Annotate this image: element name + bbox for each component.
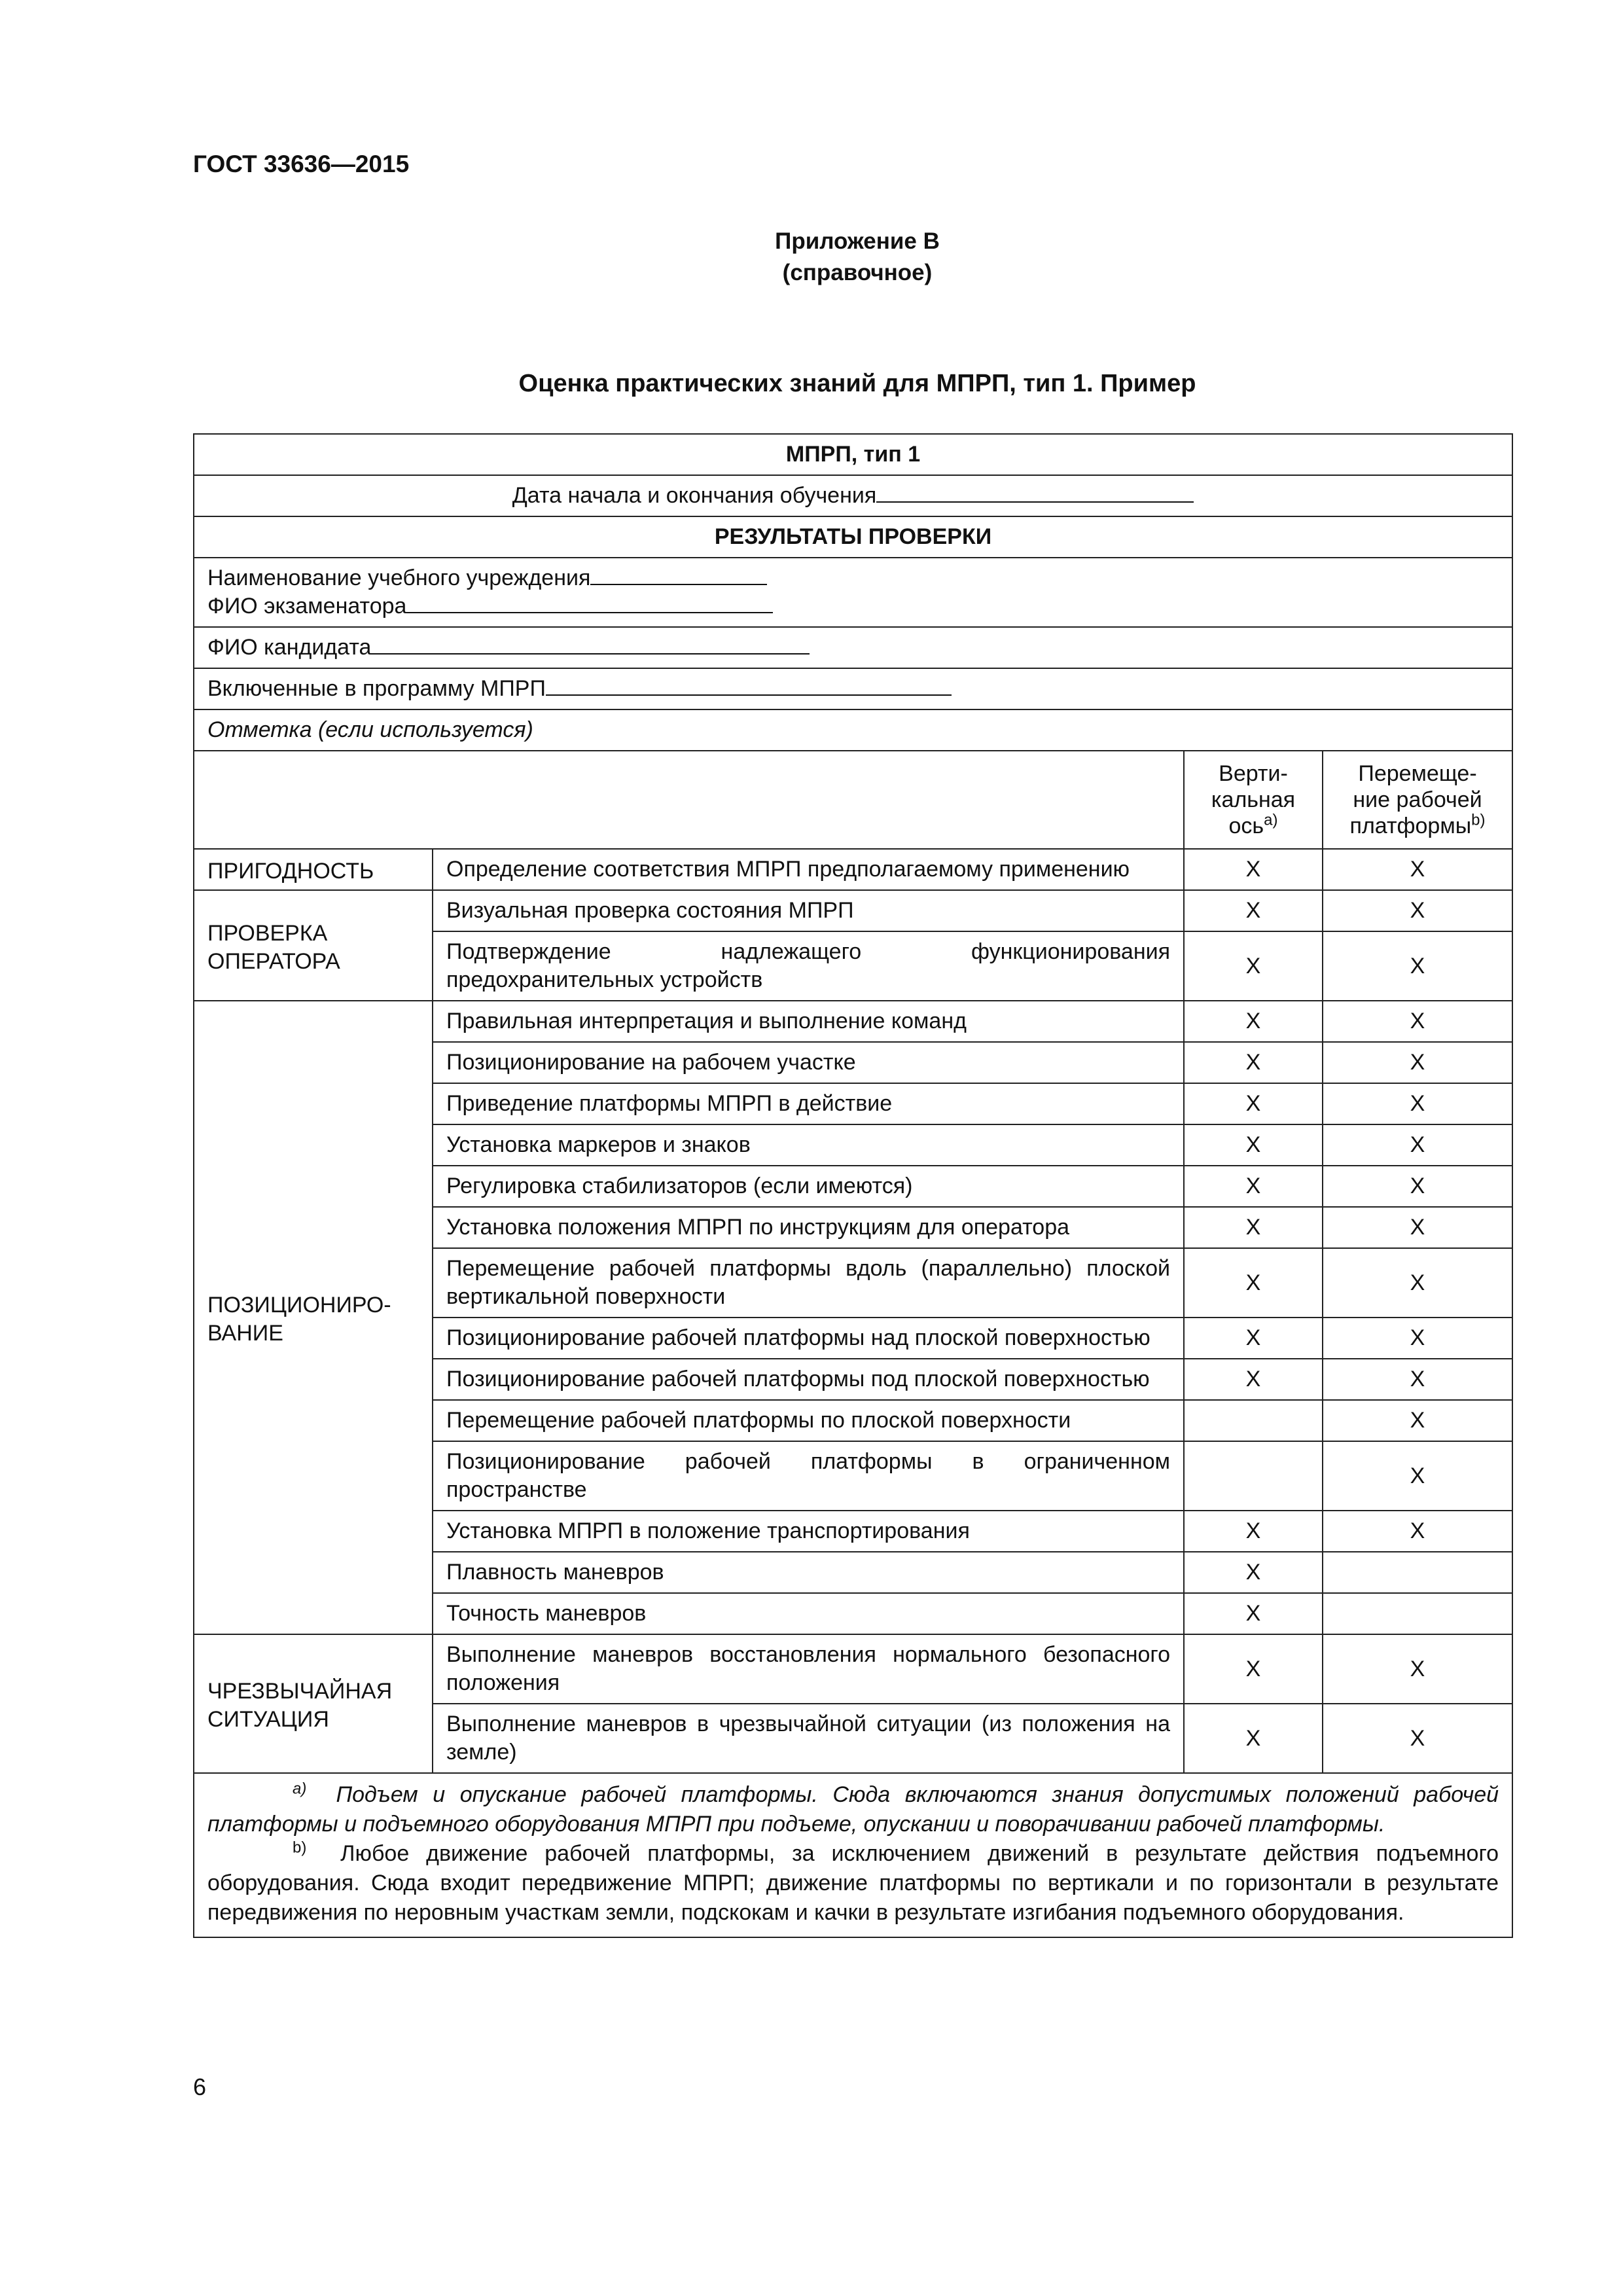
footnote-a-mark: a) <box>293 1780 307 1798</box>
footnote-a-ref: a) <box>1264 811 1278 829</box>
vertical-axis-mark: X <box>1184 1704 1323 1773</box>
program-field[interactable] <box>546 675 952 696</box>
criterion-text: Установка положения МПРП по инструкциям для оператора <box>433 1207 1184 1248</box>
vertical-axis-mark: X <box>1184 931 1323 1001</box>
vertical-axis-mark: X <box>1184 1166 1323 1207</box>
form-heading: МПРП, тип 1 <box>194 434 1512 475</box>
platform-movement-mark: X <box>1323 1042 1512 1083</box>
platform-movement-header <box>1323 751 1512 849</box>
examiner-label: ФИО экзаменатора <box>207 594 407 619</box>
vertical-axis-mark: X <box>1184 1552 1323 1593</box>
appendix-label: Приложение В <box>775 228 940 254</box>
platform-movement-mark: X <box>1323 1248 1512 1318</box>
criterion-text: Перемещение рабочей платформы вдоль (параллельно) плоской вертикальной поверхности <box>433 1248 1184 1318</box>
criterion-text: Правильная интерпретация и выполнение команд <box>433 1001 1184 1042</box>
platform-movement-mark: X <box>1323 849 1512 890</box>
institution-field[interactable] <box>590 564 767 585</box>
platform-movement-mark: X <box>1323 1634 1512 1704</box>
vertical-axis-label: Верти- кальная ось <box>1211 761 1296 838</box>
section-name: ЧРЕЗВЫЧАЙНАЯ СИТУАЦИЯ <box>194 1634 433 1773</box>
program-label: Включенные в программу МПРП <box>207 676 546 701</box>
section-name: ПРОВЕРКА ОПЕРАТОРА <box>194 890 433 1001</box>
vertical-axis-mark: X <box>1184 1001 1323 1042</box>
standard-number: ГОСТ 33636—2015 <box>193 151 410 177</box>
vertical-axis-mark <box>1184 1441 1323 1511</box>
vertical-axis-mark: X <box>1184 1634 1323 1704</box>
platform-movement-label: Перемеще- ние рабочей платформы <box>1349 761 1482 838</box>
footnote-b <box>207 1839 1499 1928</box>
criterion-text: Позиционирование рабочей платформы над плоской поверхностью <box>433 1318 1184 1359</box>
criterion-text: Плавность маневров <box>433 1552 1184 1593</box>
page-title: Оценка практических знаний для МПРП, тип 1. Пример <box>518 370 1196 397</box>
training-dates-field[interactable] <box>876 482 1194 503</box>
criterion-text: Определение соответствия МПРП предполагаемому применению <box>433 849 1184 890</box>
training-dates-label: Дата начала и окончания обучения <box>512 483 877 508</box>
platform-movement-mark: X <box>1323 1001 1512 1042</box>
footnote-a <box>207 1780 1499 1839</box>
section-name: ПОЗИЦИОНИРО-ВАНИЕ <box>194 1001 433 1634</box>
vertical-axis-mark: X <box>1184 1593 1323 1634</box>
platform-movement-mark: X <box>1323 1124 1512 1166</box>
platform-movement-mark: X <box>1323 1166 1512 1207</box>
footnote-b-mark: b) <box>293 1839 307 1857</box>
criterion-text: Приведение платформы МПРП в действие <box>433 1083 1184 1124</box>
vertical-axis-mark: X <box>1184 1248 1323 1318</box>
vertical-axis-mark: X <box>1184 1359 1323 1400</box>
criterion-text: Перемещение рабочей платформы по плоской поверхности <box>433 1400 1184 1441</box>
vertical-axis-mark: X <box>1184 1511 1323 1552</box>
platform-movement-mark: X <box>1323 1400 1512 1441</box>
vertical-axis-mark <box>1184 1400 1323 1441</box>
results-heading: РЕЗУЛЬТАТЫ ПРОВЕРКИ <box>194 516 1512 558</box>
candidate-label: ФИО кандидата <box>207 635 372 660</box>
platform-movement-mark: X <box>1323 1207 1512 1248</box>
vertical-axis-mark: X <box>1184 1124 1323 1166</box>
platform-movement-mark: X <box>1323 890 1512 931</box>
criterion-text: Позиционирование рабочей платформы под плоской поверхностью <box>433 1359 1184 1400</box>
assessment-table <box>193 433 1513 1938</box>
examiner-field[interactable] <box>406 592 773 613</box>
platform-movement-mark: X <box>1323 931 1512 1001</box>
criterion-text: Установка МПРП в положение транспортирования <box>433 1511 1184 1552</box>
criterion-text: Точность маневров <box>433 1593 1184 1634</box>
appendix-heading <box>0 226 1623 289</box>
platform-movement-mark <box>1323 1593 1512 1634</box>
mark-row: Отметка (если используется) <box>194 709 1512 751</box>
platform-movement-mark: X <box>1323 1318 1512 1359</box>
program-row <box>194 668 1512 709</box>
criterion-text: Регулировка стабилизаторов (если имеются) <box>433 1166 1184 1207</box>
vertical-axis-mark: X <box>1184 849 1323 890</box>
criterion-text: Подтверждение надлежащего функционирования предохранительных устройств <box>433 931 1184 1001</box>
criterion-text: Установка маркеров и знаков <box>433 1124 1184 1166</box>
candidate-row <box>194 627 1512 668</box>
criterion-text: Позиционирование на рабочем участке <box>433 1042 1184 1083</box>
footnote-b-ref: b) <box>1471 811 1486 829</box>
vertical-axis-mark: X <box>1184 1318 1323 1359</box>
institution-label: Наименование учебного учреждения <box>207 565 591 590</box>
page-number: 6 <box>193 2073 207 2100</box>
platform-movement-mark: X <box>1323 1441 1512 1511</box>
footnotes-cell <box>194 1773 1512 1937</box>
header-empty-cell <box>194 751 1184 849</box>
footnote-b-text: Любое движение рабочей платформы, за исключением движений в результате действия подъемного оборудования. Сюда входит передвижение МПРП; движение платформы по вертикали и по горизонтали в результате передвижения по неровным участкам земли, подскокам и качки в результате изгибания подъемного оборудования. <box>207 1841 1499 1925</box>
criterion-text: Визуальная проверка состояния МПРП <box>433 890 1184 931</box>
platform-movement-mark: X <box>1323 1704 1512 1773</box>
column-header-row <box>194 751 1512 849</box>
table-row <box>194 849 1512 890</box>
table-row <box>194 1634 1512 1704</box>
vertical-axis-mark: X <box>1184 1042 1323 1083</box>
vertical-axis-mark: X <box>1184 1207 1323 1248</box>
candidate-field[interactable] <box>371 634 810 655</box>
criterion-text: Выполнение маневров восстановления нормального безопасного положения <box>433 1634 1184 1704</box>
table-row <box>194 1001 1512 1042</box>
footnote-a-text: Подъем и опускание рабочей платформы. Сюда включаются знания допустимых положений рабочей платформы и подъемного оборудования МПРП при подъеме, опускании и поворачивании рабочей платформы. <box>207 1782 1499 1837</box>
training-dates-row <box>194 475 1512 516</box>
platform-movement-mark: X <box>1323 1083 1512 1124</box>
criterion-text: Выполнение маневров в чрезвычайной ситуации (из положения на земле) <box>433 1704 1184 1773</box>
platform-movement-mark: X <box>1323 1359 1512 1400</box>
platform-movement-mark <box>1323 1552 1512 1593</box>
vertical-axis-mark: X <box>1184 1083 1323 1124</box>
appendix-type: (справочное) <box>782 260 933 285</box>
platform-movement-mark: X <box>1323 1511 1512 1552</box>
vertical-axis-mark: X <box>1184 890 1323 931</box>
institution-examiner-row <box>194 558 1512 627</box>
table-row <box>194 890 1512 931</box>
criterion-text: Позиционирование рабочей платформы в ограниченном пространстве <box>433 1441 1184 1511</box>
section-name: ПРИГОДНОСТЬ <box>194 849 433 890</box>
vertical-axis-header <box>1184 751 1323 849</box>
